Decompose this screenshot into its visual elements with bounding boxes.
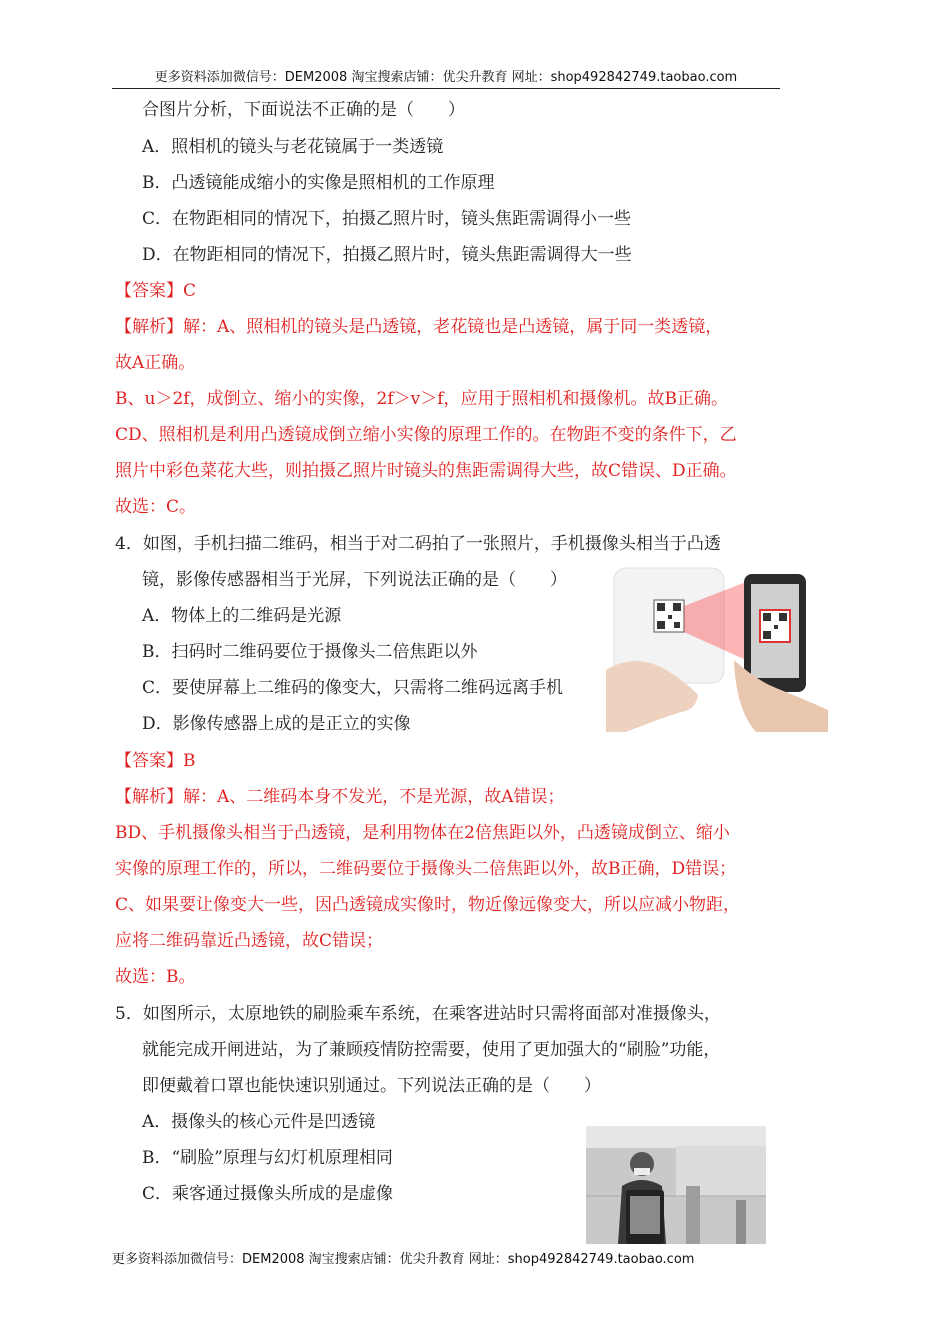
q4-analysis-line-4: C、如果要让像变大一些，因凸透镜成实像时，物近像远像变大，所以应减小物距，: [115, 895, 741, 915]
q5-option-c: C．乘客通过摄像头所成的是虚像: [142, 1184, 394, 1204]
q5-option-a: A．摄像头的核心元件是凹透镜: [142, 1112, 376, 1132]
q4-option-a: A．物体上的二维码是光源: [142, 606, 342, 626]
q5-stem-line-3: 即便戴着口罩也能快速识别通过。下列说法正确的是（ ）: [142, 1076, 601, 1096]
q3-analysis-text-1: 解：A、照相机的镜头是凸透镜，老花镜也是凸透镜，属于同一类透镜，: [183, 317, 723, 337]
q4-option-b: B．扫码时二维码要位于摄像头二倍焦距以外: [142, 642, 478, 662]
q3-analysis-line-6: 故选：C。: [115, 497, 197, 517]
q4-option-c: C．要使屏幕上二维码的像变大，只需将二维码远离手机: [142, 678, 564, 698]
q4-analysis-line-1: [115, 787, 565, 807]
q4-analysis-line-6: 故选：B。: [115, 967, 196, 987]
q3-analysis-line-1: [115, 317, 722, 337]
q3-analysis-line-5: 照片中彩色菜花大些，则拍摄乙照片时镜头的焦距需调得大些，故C错误、D正确。: [115, 461, 737, 481]
q3-answer: [115, 281, 196, 301]
q3-option-a: A．照相机的镜头与老花镜属于一类透镜: [142, 137, 444, 157]
q4-answer-label: 【答案】: [115, 751, 183, 771]
q4-analysis-line-2: BD、手机摄像头相当于凸透镜，是利用物体在2倍焦距以外，凸透镜成倒立、缩小: [115, 823, 730, 843]
q3-answer-label: 【答案】: [115, 281, 183, 301]
qr-scan-figure: [606, 560, 828, 732]
q3-answer-value: C: [183, 281, 197, 301]
q5-option-b: B．“刷脸”原理与幻灯机原理相同: [142, 1148, 393, 1168]
q3-analysis-line-2: 故A正确。: [115, 353, 196, 373]
page-header: 更多资料添加微信号：DEM2008 淘宝搜索店铺：优尖升教育 网址：shop492842749.taobao.com: [154, 70, 738, 85]
q4-answer: [115, 751, 196, 771]
page-footer: 更多资料添加微信号：DEM2008 淘宝搜索店铺：优尖升教育 网址：shop492842749.taobao.com: [112, 1252, 695, 1267]
q4-analysis-text-1: 解：A、二维码本身不发光，不是光源，故A错误；: [183, 787, 565, 807]
q3-analysis-line-4: CD、照相机是利用凸透镜成倒立缩小实像的原理工作的。在物距不变的条件下，乙: [115, 425, 737, 445]
q4-stem-line-2: 镜，影像传感器相当于光屏，下列说法正确的是（ ）: [142, 570, 567, 590]
q4-analysis-line-5: 应将二维码靠近凸透镜，故C错误；: [115, 931, 384, 951]
q3-analysis-line-3: B、u＞2f，成倒立、缩小的实像，2f＞v＞f，应用于照相机和摄像机。故B正确。: [115, 389, 729, 409]
q4-analysis-label: 【解析】: [115, 787, 183, 807]
q4-option-d: D．影像传感器上成的是正立的实像: [142, 714, 411, 734]
q4-answer-value: B: [183, 751, 196, 771]
q4-stem-line-1: 4．如图，手机扫描二维码，相当于对二码拍了一张照片，手机摄像头相当于凸透: [115, 534, 721, 554]
q3-stem-tail: 合图片分析，下面说法不正确的是（ ）: [142, 100, 465, 120]
face-scan-figure: [586, 1126, 766, 1244]
q4-analysis-line-3: 实像的原理工作的，所以，二维码要位于摄像头二倍焦距以外，故B正确，D错误；: [115, 859, 737, 879]
q3-analysis-label: 【解析】: [115, 317, 183, 337]
q5-stem-line-1: 5．如图所示，太原地铁的刷脸乘车系统，在乘客进站时只需将面部对准摄像头，: [115, 1004, 721, 1024]
q3-option-c: C．在物距相同的情况下，拍摄乙照片时，镜头焦距需调得小一些: [142, 209, 632, 229]
q3-option-d: D．在物距相同的情况下，拍摄乙照片时，镜头焦距需调得大一些: [142, 245, 632, 265]
q5-stem-line-2: 就能完成开闸进站，为了兼顾疫情防控需要，使用了更加强大的“刷脸”功能，: [142, 1040, 721, 1060]
q3-option-b: B．凸透镜能成缩小的实像是照相机的工作原理: [142, 173, 495, 193]
header-rule: [112, 88, 780, 89]
